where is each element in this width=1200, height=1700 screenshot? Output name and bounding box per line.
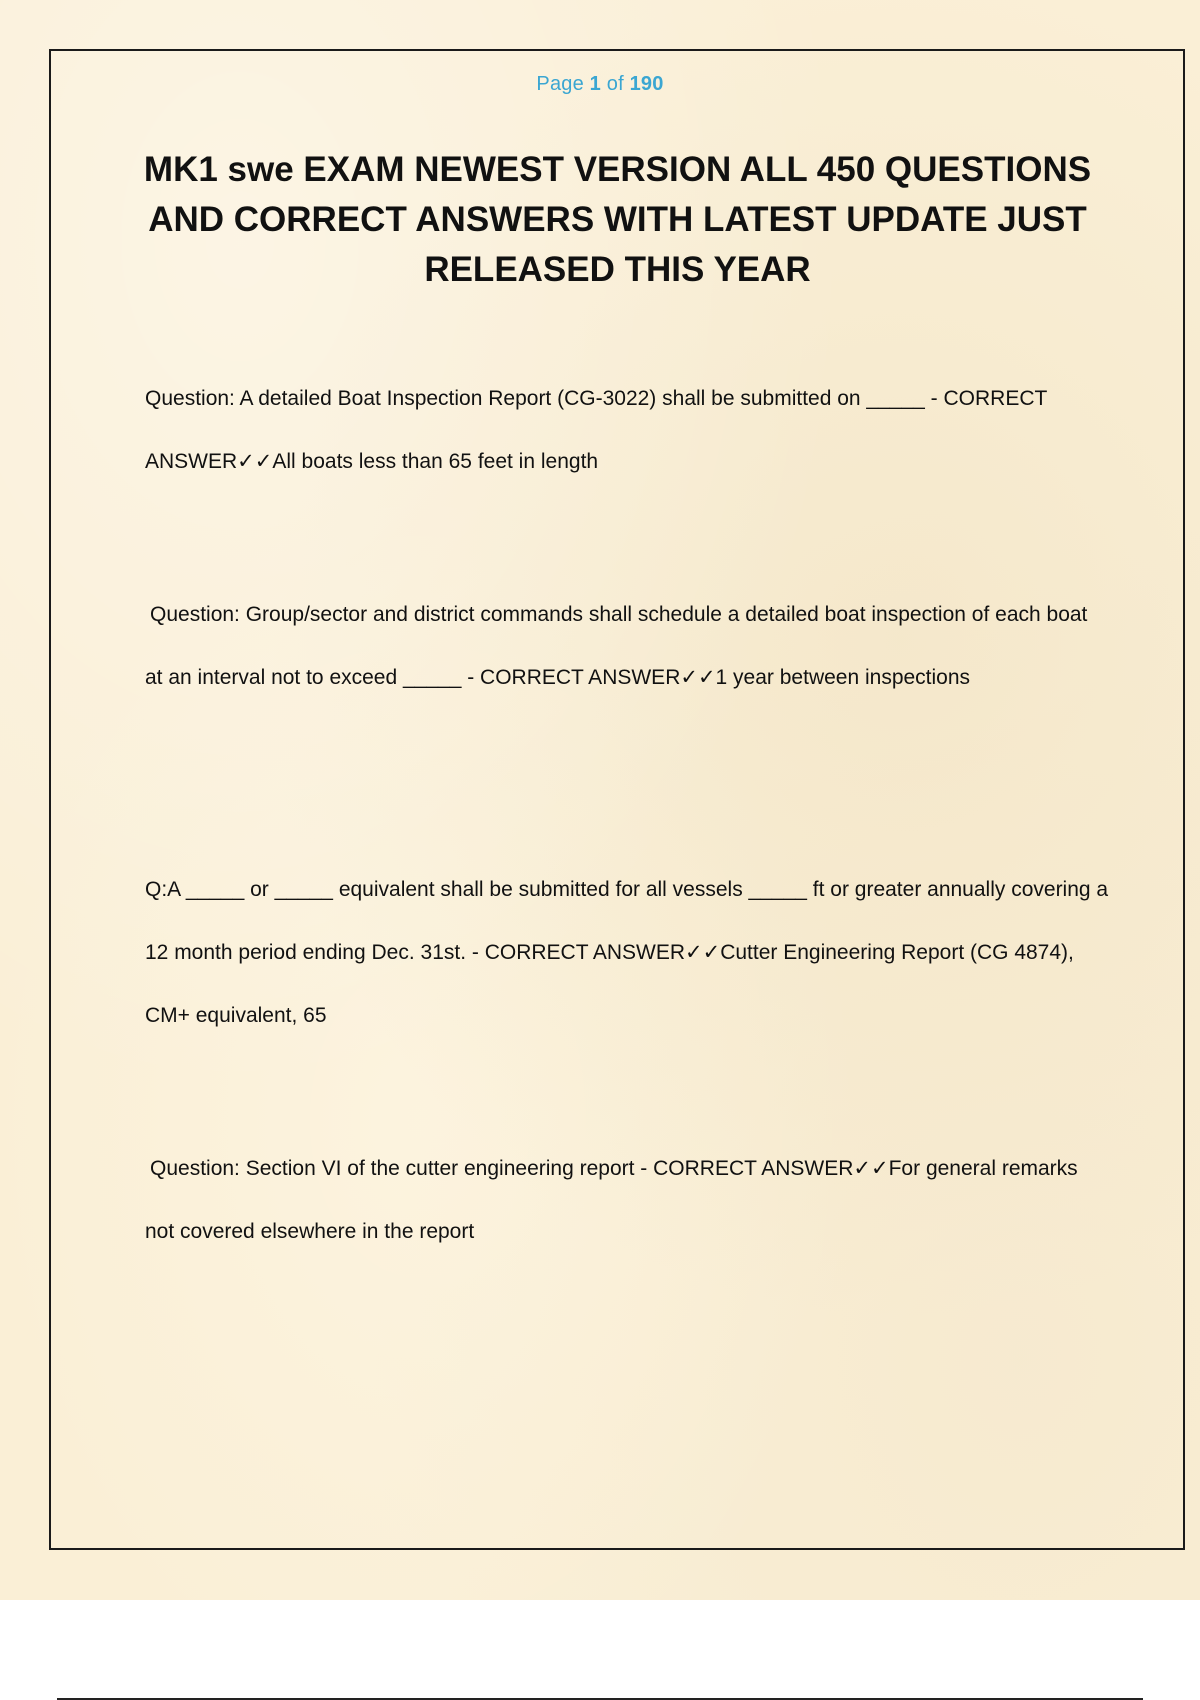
question-1: Question: A detailed Boat Inspection Report (CG-3022) shall be submitted on _____ - CORRECT ANSWER✓✓All boats less than 65 feet in length xyxy=(145,387,1047,473)
question-3: Q:A _____ or _____ equivalent shall be submitted for all vessels _____ ft or greater annually covering a 12 month period ending Dec. 31st. - CORRECT ANSWER✓✓Cutter Engineering Report (CG 4874), CM+ equivalent, 65 xyxy=(145,878,1109,1027)
page-counter-separator: of xyxy=(601,73,630,95)
question-2: Question: Group/sector and district commands shall schedule a detailed boat inspection of each boat at an interval not to exceed _____ - CORRECT ANSWER✓✓1 year between inspections xyxy=(145,603,1088,689)
page-counter-total: 190 xyxy=(629,73,664,95)
question-4: Question: Section VI of the cutter engineering report - CORRECT ANSWER✓✓For general remarks not covered elsewhere in the report xyxy=(145,1157,1078,1243)
page-counter-prefix: Page xyxy=(536,73,590,95)
document-title: MK1 swe EXAM NEWEST VERSION ALL 450 QUESTIONS AND CORRECT ANSWERS WITH LATEST UPDATE JUST RELEASED THIS YEAR xyxy=(143,150,1092,289)
page-counter xyxy=(0,73,1200,96)
page-counter-current: 1 xyxy=(589,73,601,95)
